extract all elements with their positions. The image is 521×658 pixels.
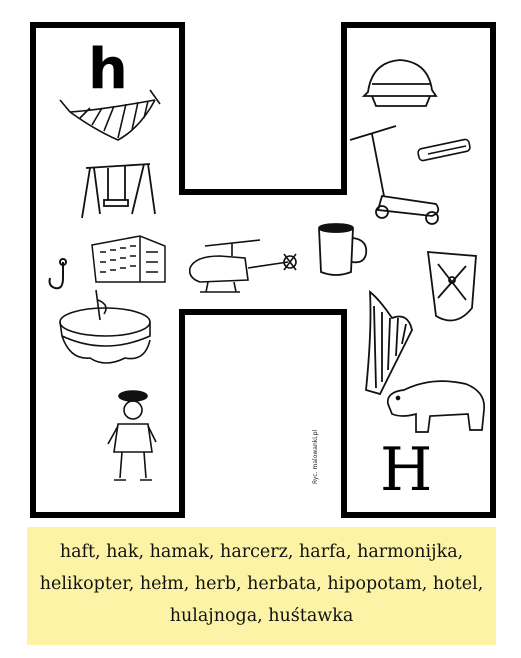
- word-list-line-3: hulajnoga, huśtawka: [169, 606, 354, 626]
- image-credit: Ryc. malowanki.pl: [312, 429, 319, 484]
- word-list-box: [27, 527, 496, 645]
- uppercase-letter: H: [380, 435, 433, 505]
- lowercase-letter: h: [88, 37, 128, 102]
- word-list-line-1: haft, hak, hamak, harcerz, harfa, harmonijka,: [59, 542, 464, 562]
- word-list-line-2: helikopter, hełm, herb, herbata, hipopotam, hotel,: [39, 574, 484, 594]
